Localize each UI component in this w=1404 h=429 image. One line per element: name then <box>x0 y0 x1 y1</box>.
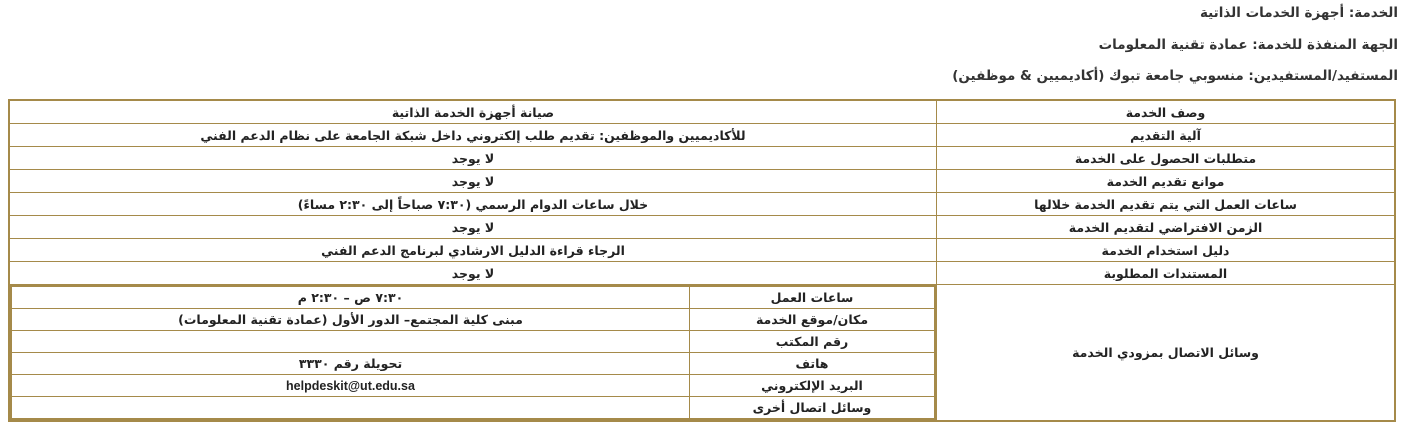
table-row <box>9 216 1395 239</box>
row-value: لا يوجد <box>9 147 937 170</box>
contact-item <box>11 397 935 420</box>
contact-item-label: رقم المكتب <box>690 331 936 353</box>
contact-item <box>11 353 935 375</box>
row-label: موانع تقديم الخدمة <box>937 170 1396 193</box>
contact-item-value <box>11 397 690 420</box>
row-value: لا يوجد <box>9 216 937 239</box>
service-provider: الجهة المنفذة للخدمة: عمادة تقنية المعلومات <box>1098 37 1398 53</box>
contact-table <box>10 285 936 420</box>
row-label: آلية التقديم <box>937 124 1396 147</box>
table-row <box>9 170 1395 193</box>
service-beneficiaries: المستفيد/المستفيدين: منسوبي جامعة تبوك (أكاديميين & موظفين) <box>952 68 1398 84</box>
contact-item-label: وسائل اتصال أخرى <box>690 397 936 420</box>
table-row <box>9 124 1395 147</box>
contact-item-value: ٧:٣٠ ص – ٢:٣٠ م <box>11 286 690 309</box>
row-label: الزمن الافتراضي لتقديم الخدمة <box>937 216 1396 239</box>
contact-row <box>9 285 1395 422</box>
row-value: الرجاء قراءة الدليل الارشادي لبرنامج الدعم الفني <box>9 239 937 262</box>
contact-item <box>11 331 935 353</box>
row-value: للأكاديميين والموظفين: تقديم طلب إلكتروني داخل شبكة الجامعة على نظام الدعم الفني <box>9 124 937 147</box>
row-label: وصف الخدمة <box>937 100 1396 124</box>
row-label: متطلبات الحصول على الخدمة <box>937 147 1396 170</box>
contact-item-label: مكان/موقع الخدمة <box>690 309 936 331</box>
table-row <box>9 239 1395 262</box>
service-details-table <box>8 99 1396 422</box>
contact-item-label: هاتف <box>690 353 936 375</box>
contact-item <box>11 309 935 331</box>
contact-item-value <box>11 331 690 353</box>
contact-item-value: مبنى كلية المجتمع– الدور الأول (عمادة تقنية المعلومات) <box>11 309 690 331</box>
table-row <box>9 100 1395 124</box>
row-value: صيانة أجهزة الخدمة الذاتية <box>9 100 937 124</box>
row-value: لا يوجد <box>9 170 937 193</box>
row-label: ساعات العمل التي يتم تقديم الخدمة خلالها <box>937 193 1396 216</box>
row-label: دليل استخدام الخدمة <box>937 239 1396 262</box>
row-value: لا يوجد <box>9 262 937 285</box>
contact-item-label: ساعات العمل <box>690 286 936 309</box>
table-row <box>9 262 1395 285</box>
table-row <box>9 193 1395 216</box>
contact-item <box>11 286 935 309</box>
contact-item <box>11 375 935 397</box>
row-label: المستندات المطلوبة <box>937 262 1396 285</box>
row-value: خلال ساعات الدوام الرسمي (٧:٣٠ صباحاً إلى ٢:٣٠ مساءً) <box>9 193 937 216</box>
contact-label: وسائل الاتصال بمزودي الخدمة <box>937 285 1396 422</box>
email-link[interactable]: helpdeskit@ut.edu.sa <box>11 375 690 397</box>
contact-item-value: تحويلة رقم ٣٣٣٠ <box>11 353 690 375</box>
table-row <box>9 147 1395 170</box>
contact-item-label: البريد الإلكتروني <box>690 375 936 397</box>
contact-cell <box>9 285 937 422</box>
service-name: الخدمة: أجهزة الخدمات الذاتية <box>1199 5 1398 21</box>
